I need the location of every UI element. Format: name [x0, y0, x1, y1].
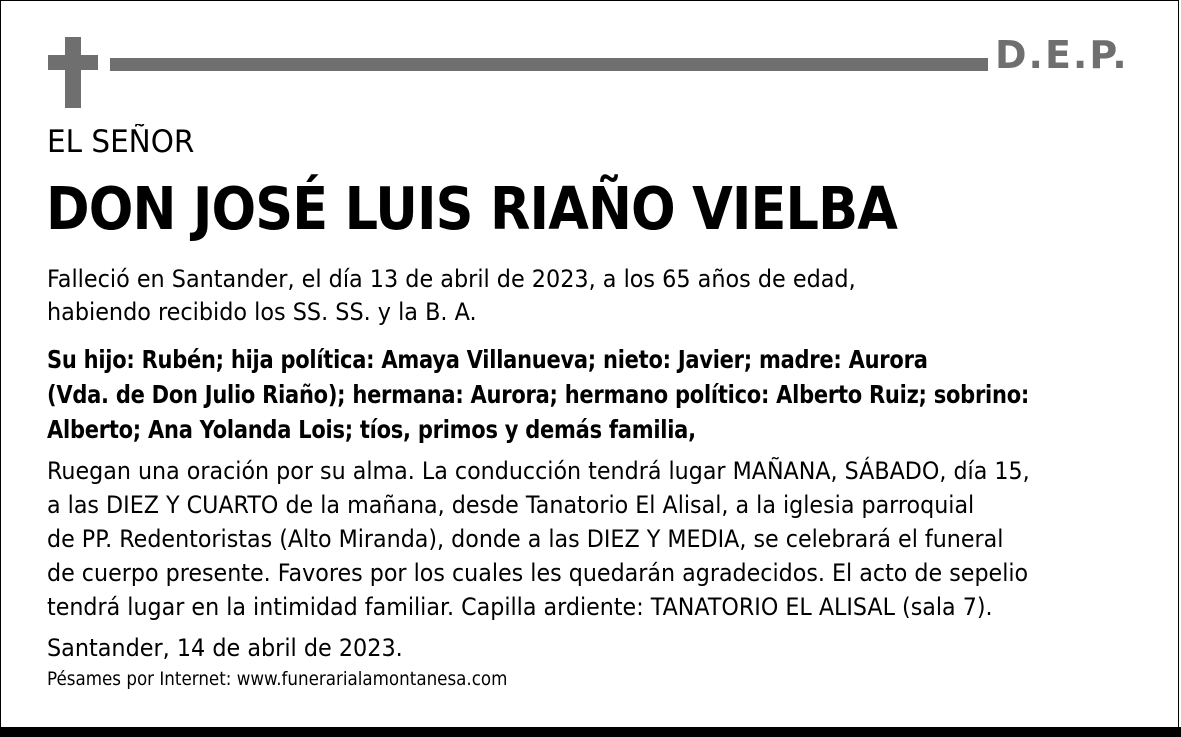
- ceremony-line: de PP. Redentoristas (Alto Miranda), donde a las DIEZ Y MEDIA, se celebrará el funeral: [47, 525, 1004, 553]
- ceremony-details: [47, 454, 1030, 624]
- death-notice-line: habiendo recibido los SS. SS. y la B. A.: [47, 298, 477, 326]
- cross-icon: [65, 37, 81, 108]
- ceremony-line: Ruegan una oración por su alma. La conducción tendrá lugar MAÑANA, SÁBADO, día 15,: [47, 457, 1030, 485]
- family-list: [47, 342, 1029, 447]
- ceremony-line: tendrá lugar en la intimidad familiar. Capilla ardiente: TANATORIO EL ALISAL (sala 7).: [47, 593, 993, 621]
- deceased-name: DON JOSÉ LUIS RIAÑO VIELBA: [46, 174, 897, 243]
- condolences-link: Pésames por Internet: www.funerarialamontanesa.com: [47, 668, 508, 690]
- family-line: (Vda. de Don Julio Riaño); hermana: Aurora; hermano político: Alberto Ruiz; sobrino:: [47, 380, 1030, 409]
- header-rule: [110, 58, 988, 71]
- bottom-border: [0, 727, 1181, 737]
- ceremony-line: a las DIEZ Y CUARTO de la mañana, desde Tanatorio El Alisal, a la iglesia parroquial: [47, 491, 975, 519]
- death-notice-line: Falleció en Santander, el día 13 de abril de 2023, a los 65 años de edad,: [47, 265, 856, 293]
- cross-icon-arm: [48, 55, 98, 70]
- death-notice: [47, 263, 856, 329]
- family-line: Alberto; Ana Yolanda Lois; tíos, primos y demás familia,: [47, 415, 696, 444]
- family-line: Su hijo: Rubén; hija política: Amaya Villanueva; nieto: Javier; madre: Aurora: [47, 345, 928, 374]
- place-date: Santander, 14 de abril de 2023.: [47, 634, 403, 662]
- intro-label: EL SEÑOR: [47, 124, 195, 160]
- ceremony-line: de cuerpo presente. Favores por los cuales les quedarán agradecidos. El acto de sepelio: [47, 559, 1029, 587]
- dep-label: D.E.P.: [995, 33, 1129, 77]
